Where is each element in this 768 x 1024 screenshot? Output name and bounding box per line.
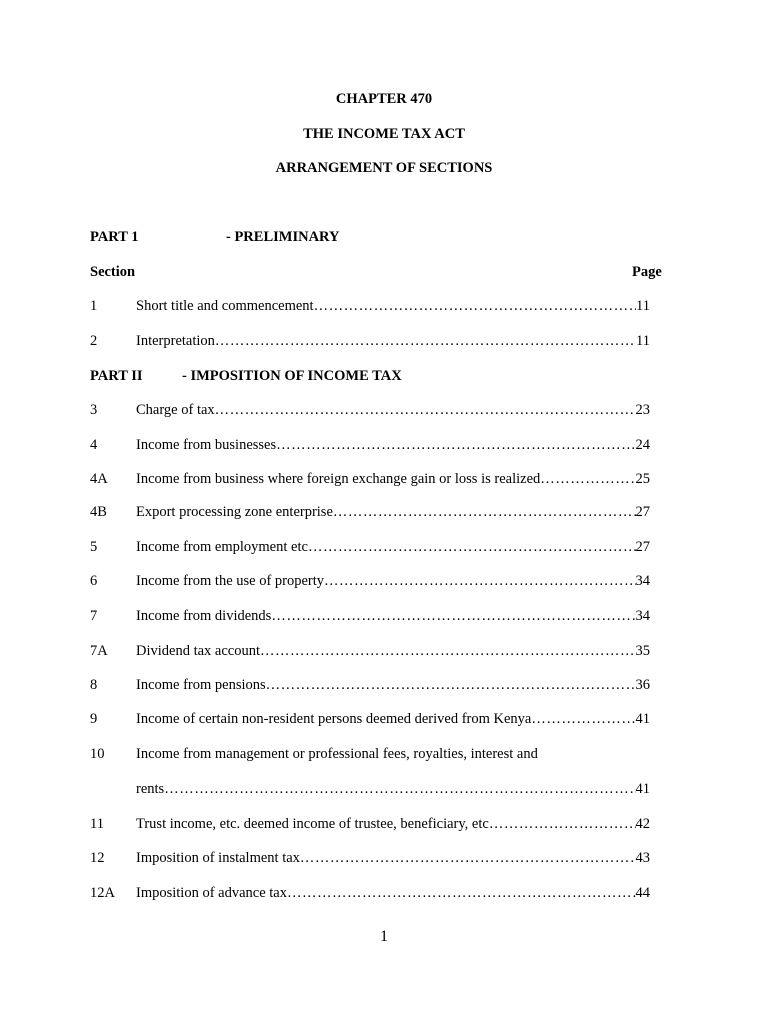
section-number: 11 (90, 816, 104, 832)
dot-leader (314, 298, 636, 315)
toc-entry (90, 677, 650, 697)
section-page: 25 (635, 471, 650, 487)
section-page: 42 (635, 816, 650, 832)
section-title: Income of certain non-resident persons deemed derived from Kenya (136, 711, 532, 727)
section-title: Income from management or professional fees, royalties, interest and (136, 746, 538, 762)
section-title: Income from businesses (136, 437, 277, 453)
toc-entry (90, 711, 650, 731)
arrangement-heading: ARRANGEMENT OF SECTIONS (275, 160, 493, 176)
section-title: Short title and commencement (136, 298, 314, 314)
part-2-heading (90, 368, 402, 385)
section-number: 12 (90, 850, 105, 866)
section-number: 4B (90, 504, 107, 520)
section-page: 43 (635, 850, 650, 866)
section-number: 12A (90, 885, 115, 901)
section-title-continuation: rents (136, 781, 165, 797)
dot-leader (333, 504, 636, 521)
section-title: Dividend tax account (136, 643, 261, 659)
dot-leader (287, 885, 636, 902)
dot-leader (324, 573, 635, 590)
section-page: 11 (636, 333, 650, 349)
section-title: Charge of tax (136, 402, 215, 418)
section-title: Export processing zone enterprise (136, 504, 333, 520)
section-number: 4A (90, 471, 108, 487)
chapter-heading: CHAPTER 470 (335, 91, 433, 107)
dot-leader (266, 677, 636, 694)
section-title: Trust income, etc. deemed income of trustee, beneficiary, etc (136, 816, 489, 832)
page-number: 1 (380, 928, 388, 945)
toc-entry (90, 643, 650, 663)
section-page: 44 (635, 885, 650, 901)
dot-leader (540, 471, 635, 488)
section-page: 34 (635, 573, 650, 589)
section-page: 11 (636, 298, 650, 314)
dot-leader (531, 711, 635, 728)
toc-entry (90, 850, 650, 870)
toc-entry (90, 471, 650, 491)
toc-entry (90, 885, 650, 905)
section-page: 23 (635, 402, 650, 418)
section-number: 8 (90, 677, 98, 693)
dot-leader (271, 608, 635, 625)
dot-leader (215, 333, 636, 350)
section-number: 9 (90, 711, 98, 727)
dot-leader (308, 539, 636, 556)
section-number: 1 (90, 298, 98, 314)
dot-leader (489, 816, 636, 833)
dot-leader (276, 437, 635, 454)
section-title: Income from business where foreign exchange gain or loss is realized (136, 471, 541, 487)
section-number: 2 (90, 333, 98, 349)
toc-entry (90, 437, 650, 457)
toc-entry (90, 539, 650, 559)
toc-entry (90, 816, 650, 836)
part-1-heading (90, 229, 340, 246)
section-page: 35 (635, 643, 650, 659)
section-title: Income from the use of property (136, 573, 325, 589)
part-1-label: PART 1 (90, 229, 139, 245)
section-number: 7A (90, 643, 108, 659)
section-title: Income from pensions (136, 677, 266, 693)
dot-leader (300, 850, 636, 867)
section-page: 36 (635, 677, 650, 693)
section-number: 10 (90, 746, 105, 762)
toc-entry (90, 402, 650, 422)
dot-leader (215, 402, 636, 419)
section-number: 7 (90, 608, 98, 624)
act-title: THE INCOME TAX ACT (303, 126, 465, 142)
section-page: 27 (635, 539, 650, 555)
section-page: 34 (635, 608, 650, 624)
section-number: 3 (90, 402, 98, 418)
page-column-header: Page (632, 264, 662, 280)
toc-entry (90, 333, 650, 353)
section-title: Income from dividends (136, 608, 272, 624)
section-title: Interpretation (136, 333, 215, 349)
toc-entry-continuation (90, 781, 650, 801)
section-title: Imposition of advance tax (136, 885, 287, 901)
section-column-header: Section (90, 264, 136, 280)
part-1-title: - PRELIMINARY (226, 229, 340, 245)
section-title: Imposition of instalment tax (136, 850, 300, 866)
section-number: 6 (90, 573, 98, 589)
toc-entry (90, 746, 650, 766)
section-number: 5 (90, 539, 98, 555)
toc-entry (90, 298, 650, 318)
part-2-label: PART II (90, 368, 143, 384)
toc-entry (90, 608, 650, 628)
section-page: 27 (635, 504, 650, 520)
section-page: 24 (635, 437, 650, 453)
dot-leader (164, 781, 635, 798)
dot-leader (260, 643, 635, 660)
part-2-title: - IMPOSITION OF INCOME TAX (182, 368, 402, 384)
section-number: 4 (90, 437, 98, 453)
section-page: 41 (635, 711, 650, 727)
section-page: 41 (635, 781, 650, 797)
toc-entry (90, 573, 650, 593)
toc-entry (90, 504, 650, 524)
section-title: Income from employment etc (136, 539, 308, 555)
